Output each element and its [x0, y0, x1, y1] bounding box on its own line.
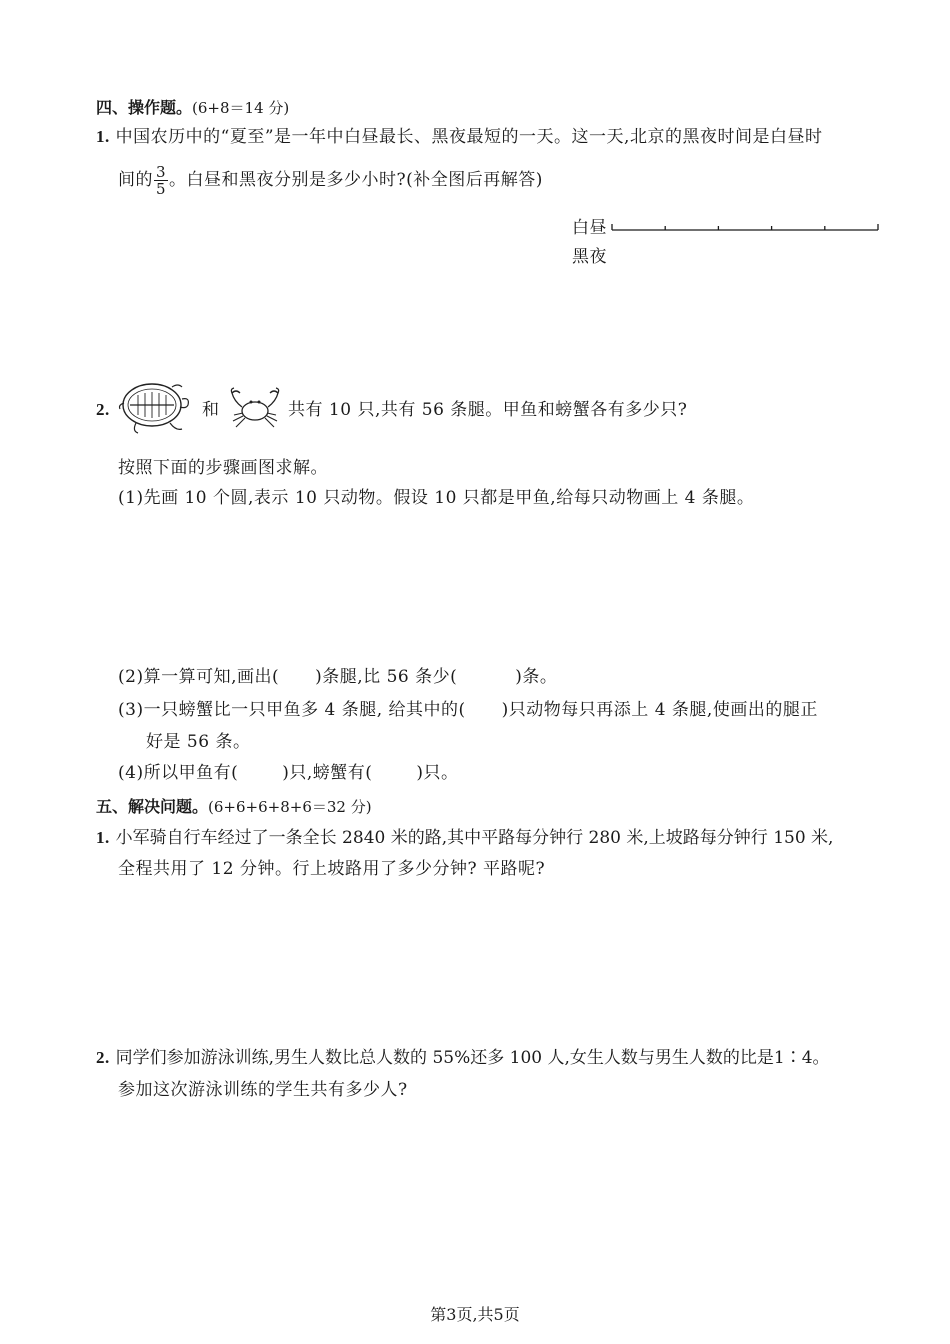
step2-part-c: )条。 — [515, 667, 558, 687]
s5-q2-line1 — [96, 1047, 830, 1069]
section4-title: 四、操作题。 — [96, 98, 193, 117]
step3-part-b: )只动物每只再添上 4 条腿,使画出的腿正 — [501, 700, 818, 720]
label-night: 黑夜 — [572, 247, 607, 267]
s5-q1-line1 — [96, 827, 833, 849]
s4-q2-step1: (1)先画 10 个圆,表示 10 只动物。假设 10 只都是甲鱼,给每只动物画上 4 条腿。 — [118, 488, 755, 508]
section4-points: (6+8＝14 分) — [192, 99, 290, 117]
fraction-denominator: 5 — [156, 180, 167, 198]
step4-part-c: )只。 — [416, 763, 459, 783]
step3-part-a: (3)一只螃蟹比一只甲鱼多 4 条腿, 给其中的( — [118, 700, 466, 720]
s5-q2-text1: 同学们参加游泳训练,男生人数比总人数的 55%还多 100 人,女生人数与男生人数的比是1∶4。 — [115, 1048, 830, 1068]
s4-q2-line1: 共有 10 只,共有 56 条腿。甲鱼和螃蟹各有多少只? — [288, 400, 688, 420]
section5-points: (6+6+6+8+6＝32 分) — [208, 798, 372, 816]
step2-part-a: (2)算一算可知,画出( — [118, 667, 280, 687]
section4-heading — [96, 95, 289, 118]
fraction-numerator: 3 — [156, 163, 167, 181]
s5-q1-line2: 全程共用了 12 分钟。行上坡路用了多少分钟? 平路呢? — [118, 859, 546, 879]
s5-q2-number: 2. — [96, 1048, 110, 1067]
step4-part-b: )只,螃蟹有( — [282, 763, 373, 783]
s5-q1-number: 1. — [96, 828, 110, 847]
section5-title: 五、解决问题。 — [96, 797, 209, 816]
s4-q2-step3-cont: 好是 56 条。 — [146, 732, 251, 752]
s4-q1-number: 1. — [96, 127, 110, 146]
s4-q2-step4 — [118, 762, 459, 784]
s4-q1-text2-post: 。白昼和黑夜分别是多少小时?(补全图后再解答) — [169, 170, 543, 190]
day-segment-diagram — [606, 218, 882, 238]
fraction — [154, 164, 168, 197]
s4-q2-instruction: 按照下面的步骤画图求解。 — [118, 458, 328, 478]
s4-q1-text2-pre: 间的 — [118, 170, 153, 190]
day-ticks — [612, 224, 878, 230]
s4-q2-step2 — [118, 666, 557, 688]
step2-part-b: )条腿,比 56 条少( — [315, 667, 458, 687]
s4-q2-number — [96, 399, 110, 421]
s4-q1-text1: 中国农历中的“夏至”是一年中白昼最长、黑夜最短的一天。这一天,北京的黑夜时间是白昼时 — [115, 127, 823, 147]
s5-q1-text1: 小军骑自行车经过了一条全长 2840 米的路,其中平路每分钟行 280 米,上坡路每分钟行 150 米, — [115, 828, 834, 848]
s5-q2-line2: 参加这次游泳训练的学生共有多少人? — [118, 1080, 408, 1100]
turtle-icon — [116, 377, 192, 437]
crab-icon — [226, 385, 284, 431]
label-day: 白昼 — [572, 218, 607, 238]
s4-q1-line2 — [118, 164, 543, 197]
s4-q2-and: 和 — [202, 400, 220, 420]
page-footer: 第3页,共5页 — [430, 1305, 520, 1324]
s4-q2-num: 2. — [96, 400, 110, 419]
s4-q1-line1 — [96, 126, 822, 148]
s4-q2-step3 — [118, 699, 818, 721]
section5-heading — [96, 794, 372, 817]
step4-part-a: (4)所以甲鱼有( — [118, 763, 239, 783]
